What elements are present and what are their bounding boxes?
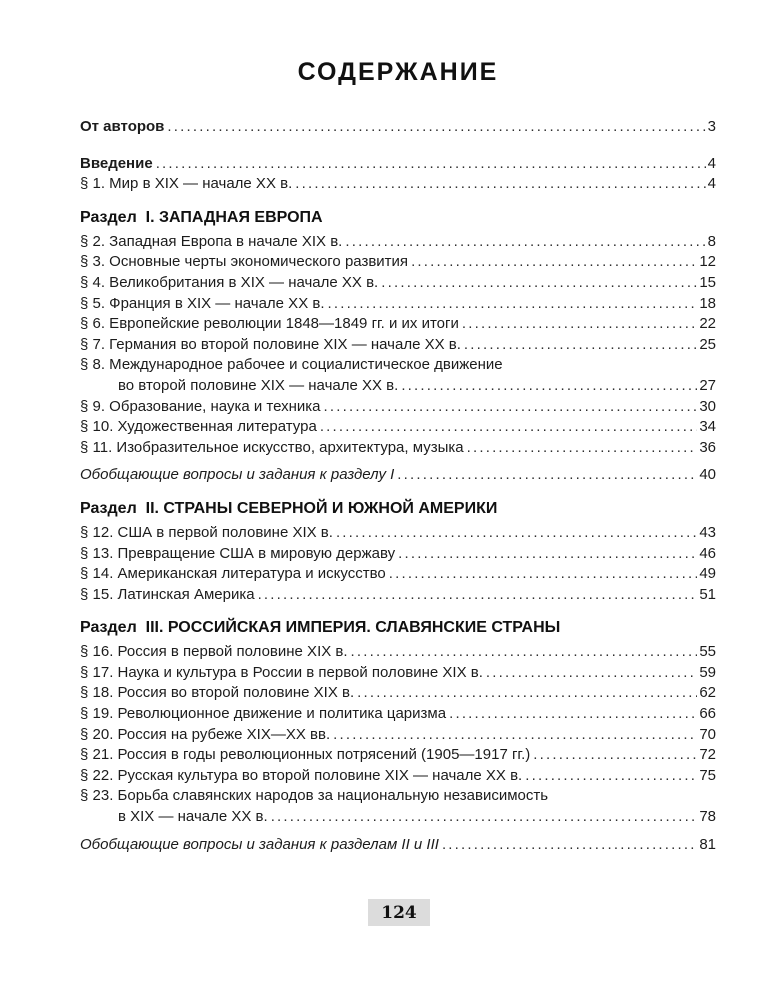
dot-leader bbox=[328, 294, 698, 315]
toc-entry-label: Обобщающие вопросы и задания к разделам II и III bbox=[80, 835, 439, 853]
page-number: 72 bbox=[699, 746, 716, 764]
toc-entry-label: § 1. Мир в XIX — начале XX в. bbox=[80, 175, 293, 193]
dot-leader bbox=[398, 544, 697, 565]
toc-entry-label: § 5. Франция в XIX — начале XX в. bbox=[80, 294, 325, 312]
page-number: 66 bbox=[699, 705, 716, 723]
toc-entry-label: § 8. Международное рабочее и социалистическое движение bbox=[80, 356, 503, 374]
toc-entry-label: § 4. Великобритания в XIX — начале XX в. bbox=[80, 273, 379, 291]
toc-entry-label: § 18. Россия во второй половине XIX в. bbox=[80, 684, 355, 702]
toc-entry bbox=[80, 252, 716, 273]
page-number: 62 bbox=[699, 684, 716, 702]
toc-entry-label: § 19. Революционное движение и политика царизма bbox=[80, 705, 447, 723]
toc-entry-label: в XIX — начале XX в. bbox=[118, 808, 268, 826]
toc-section-heading: Раздел II. СТРАНЫ СЕВЕРНОЙ И ЮЖНОЙ АМЕРИКИ bbox=[80, 499, 498, 517]
toc-entry bbox=[80, 314, 716, 335]
toc-entry bbox=[80, 683, 716, 704]
page-number: 25 bbox=[699, 335, 716, 353]
toc-entry-label: Введение bbox=[80, 154, 153, 172]
toc-entry-label: § 11. Изобразительное искусство, архитектура, музыка bbox=[80, 438, 464, 456]
dot-leader bbox=[324, 397, 698, 418]
page-number: 15 bbox=[699, 273, 716, 291]
dot-leader bbox=[320, 417, 698, 438]
page-number: 4 bbox=[707, 175, 716, 193]
toc-entry bbox=[80, 725, 716, 746]
page-number: 4 bbox=[707, 154, 716, 172]
toc-entry bbox=[80, 397, 716, 418]
toc-entry-label: § 23. Борьба славянских народов за национальную независимость bbox=[80, 787, 549, 805]
toc-entry-label: § 15. Латинская Америка bbox=[80, 585, 255, 603]
toc-entry bbox=[80, 786, 716, 807]
page-number: 30 bbox=[699, 397, 716, 415]
dot-leader bbox=[467, 438, 698, 459]
footer-page-number: 124 bbox=[381, 902, 417, 923]
page-number: 75 bbox=[699, 766, 716, 784]
page-number: 8 bbox=[707, 232, 716, 250]
toc bbox=[80, 117, 716, 855]
toc-entry bbox=[80, 642, 716, 663]
dot-leader bbox=[381, 273, 697, 294]
toc-entry-label: § 21. Россия в годы революционных потрясений (1905—1917 гг.) bbox=[80, 746, 531, 764]
toc-entry bbox=[80, 438, 716, 459]
toc-entry bbox=[80, 663, 716, 684]
page-number: 55 bbox=[699, 643, 716, 661]
page-number: 46 bbox=[699, 544, 716, 562]
toc-entry bbox=[80, 585, 716, 606]
dot-leader bbox=[464, 335, 697, 356]
toc-entry bbox=[80, 335, 716, 356]
footer-page-number-box bbox=[368, 899, 430, 926]
dot-leader bbox=[156, 154, 706, 175]
dot-leader bbox=[449, 704, 697, 725]
toc-entry bbox=[80, 465, 716, 486]
toc-entry bbox=[80, 174, 716, 195]
dot-leader bbox=[397, 465, 697, 486]
page-number: 59 bbox=[699, 663, 716, 681]
toc-entry-label: § 9. Образование, наука и техника bbox=[80, 397, 321, 415]
toc-entry-label: § 3. Основные черты экономического развития bbox=[80, 253, 409, 271]
toc-entry bbox=[80, 745, 716, 766]
dot-leader bbox=[462, 314, 697, 335]
page-number: 70 bbox=[699, 725, 716, 743]
page-number: 3 bbox=[707, 118, 716, 135]
dot-leader bbox=[271, 807, 698, 828]
toc-entry-label: § 17. Наука и культура в России в первой половине XIX в. bbox=[80, 663, 483, 681]
page-number: 43 bbox=[699, 523, 716, 541]
toc-entry-label: От авторов bbox=[80, 118, 165, 135]
dot-leader bbox=[533, 745, 697, 766]
toc-entry-label: Обобщающие вопросы и задания к разделу I bbox=[80, 466, 395, 484]
toc-entry bbox=[80, 232, 716, 253]
page-number: 51 bbox=[699, 585, 716, 603]
toc-entry-label: § 10. Художественная литература bbox=[80, 418, 317, 436]
toc-entry bbox=[80, 564, 716, 585]
toc-entry bbox=[80, 417, 716, 438]
toc-entry bbox=[80, 355, 716, 376]
dot-leader bbox=[351, 642, 698, 663]
toc-entry-continuation bbox=[80, 807, 716, 828]
dot-leader bbox=[411, 252, 697, 273]
toc-page bbox=[80, 0, 716, 862]
toc-entry bbox=[80, 704, 716, 725]
page-number: 49 bbox=[699, 565, 716, 583]
toc-entry-label: § 20. Россия на рубеже XIX—XX вв. bbox=[80, 725, 331, 743]
page-number: 18 bbox=[699, 294, 716, 312]
toc-entry bbox=[80, 273, 716, 294]
page-number: 12 bbox=[699, 253, 716, 271]
toc-entry-label: § 2. Западная Европа в начале XIX в. bbox=[80, 232, 343, 250]
toc-entry-label: § 13. Превращение США в мировую державу bbox=[80, 544, 396, 562]
dot-leader bbox=[333, 725, 697, 746]
dot-leader bbox=[401, 376, 697, 397]
toc-entry-label: § 12. США в первой половине XIX в. bbox=[80, 523, 333, 541]
toc-entry bbox=[80, 523, 716, 544]
toc-section-heading: Раздел I. ЗАПАДНАЯ ЕВРОПА bbox=[80, 208, 323, 226]
toc-entry-label: § 7. Германия во второй половине XIX — начале XX в. bbox=[80, 335, 461, 353]
toc-entry bbox=[80, 117, 716, 138]
page-number: 34 bbox=[699, 418, 716, 436]
dot-leader bbox=[167, 117, 705, 138]
toc-entry-label: § 6. Европейские революции 1848—1849 гг. и их итоги bbox=[80, 315, 459, 333]
page-title: СОДЕРЖАНИЕ bbox=[297, 58, 499, 86]
page-number: 36 bbox=[699, 438, 716, 456]
toc-section-heading: Раздел III. РОССИЙСКАЯ ИМПЕРИЯ. СЛАВЯНСКИЕ СТРАНЫ bbox=[80, 619, 561, 637]
toc-entry-continuation bbox=[80, 376, 716, 397]
dot-leader bbox=[258, 585, 698, 606]
page-number: 40 bbox=[699, 466, 716, 484]
dot-leader bbox=[357, 683, 697, 704]
dot-leader bbox=[525, 766, 697, 787]
page-number: 27 bbox=[699, 376, 716, 394]
toc-entry bbox=[80, 154, 716, 175]
toc-entry-label: § 14. Американская литература и искусство bbox=[80, 565, 386, 583]
toc-entry bbox=[80, 294, 716, 315]
toc-entry bbox=[80, 835, 716, 856]
toc-entry-label: § 16. Россия в первой половине XIX в. bbox=[80, 643, 348, 661]
page-number: 81 bbox=[699, 835, 716, 853]
dot-leader bbox=[442, 835, 697, 856]
toc-entry bbox=[80, 766, 716, 787]
page-number: 78 bbox=[699, 808, 716, 826]
dot-leader bbox=[389, 564, 698, 585]
toc-entry-label: во второй половине XIX — начале XX в. bbox=[118, 376, 399, 394]
page-number: 22 bbox=[699, 315, 716, 333]
toc-entry bbox=[80, 544, 716, 565]
dot-leader bbox=[336, 523, 697, 544]
dot-leader bbox=[345, 232, 705, 253]
toc-entry-label: § 22. Русская культура во второй половине XIX — начале XX в. bbox=[80, 766, 523, 784]
dot-leader bbox=[486, 663, 697, 684]
dot-leader bbox=[295, 174, 705, 195]
